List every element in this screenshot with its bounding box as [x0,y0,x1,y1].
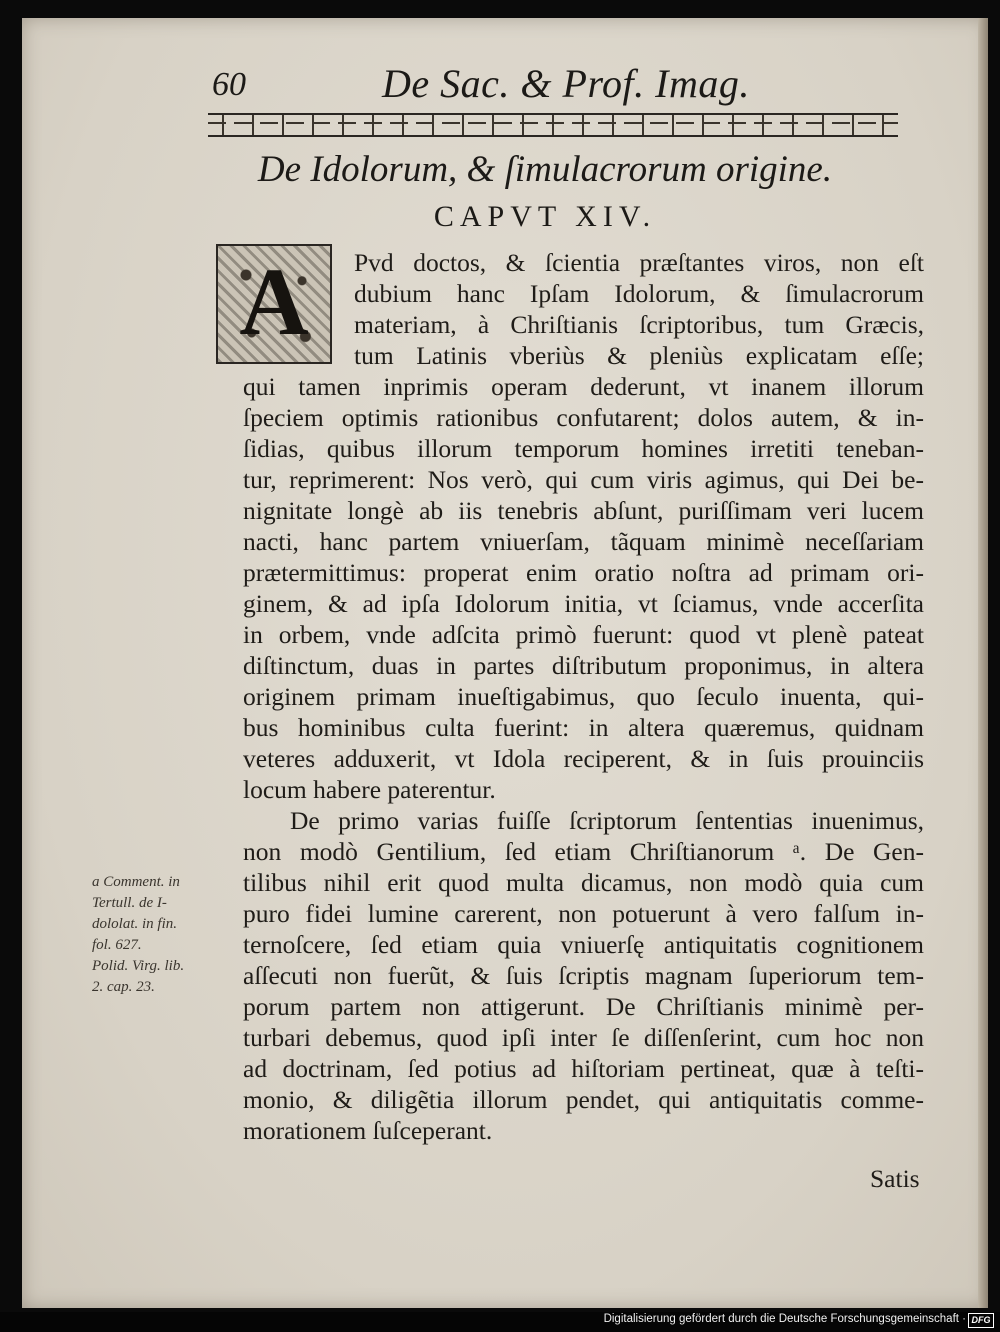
text-line: Pvd doctos, & ſcientia præſtantes viros, non eſt [354,248,924,277]
text-line: bus hominibus culta fuerint: in altera quæremus, quidnam [243,713,924,742]
text-line: locum habere paterentur. [243,775,496,804]
ornamental-rule [208,113,898,137]
text-line: morationem ſuſceperant. [243,1116,493,1145]
text-line: in orbem, vnde adſcita primò fuerunt: quod vt plenè pateat [243,620,924,649]
marginal-note-line: fol. 627. [92,937,142,953]
text-line: tum Latinis vberiùs & pleniùs explicatam eſſe; [354,341,924,370]
text-line: tilibus nihil erit quod multa dicamus, non modò quia cum [243,868,924,897]
running-head [0,60,1000,110]
footer-credit: Digitalisierung gefördert durch die Deutsche Forschungsgemeinschaft · [603,1313,966,1325]
text-line: turbari debemus, quod ipſi inter ſe diſſenſerint, cum hoc non [243,1023,924,1052]
text-line: ad doctrinam, ſed potius ad hiſtoriam pertineat, quæ à teſti- [243,1054,924,1083]
text-line: nacti, hanc partem vniuerſam, tãquam minimè neceſſariam [243,527,924,556]
text-line: ternoſcere, ſed etiam quia vniuerſę antiquitatis cognitionem [243,930,924,959]
running-title: De Sac. & Prof. Imag. [382,61,750,106]
text-line: tur, reprimerent: Nos verò, qui cum viris agimus, qui Dei be- [243,465,924,494]
initial-letter: A [239,248,309,355]
text-line: ſpeciem optimis rationibus confutarent; dolos autem, & in- [243,403,924,432]
text-line: originem primam inueſtigabimus, quo ſeculo inuenta, qui- [243,682,924,711]
text-line: materiam, à Chriſtianis ſcriptoribus, tum Græcis, [354,310,924,339]
catchword: Satis [870,1164,920,1193]
decorated-initial [216,244,332,364]
chapter-number: CAPVT XIV. [433,200,657,233]
text-line: prætermittimus: properat enim oratio noſtra ad primam ori- [243,558,924,587]
marginal-note-line: Tertull. de I- [92,895,167,911]
text-line: monio, & diligẽtia illorum pendet, qui antiquitatis comme- [243,1085,924,1114]
chapter-heading: De Idolorum, & ſimulacrorum origine. [257,149,833,190]
marginal-note-line: dololat. in fin. [92,916,178,932]
text-line: qui tamen inprimis operam dederunt, vt inanem illorum [243,372,924,401]
marginal-note-line: 2. cap. 23. [92,979,155,995]
dfg-logo-icon: DFG [968,1313,994,1328]
text-line: puro fidei lumine carerent, non potuerunt à vero falſum in- [243,899,924,928]
text-line: non modò Gentilium, ſed etiam Chriſtianorum ᵃ. De Gen- [243,837,924,866]
text-line: ſidias, quibus illorum temporum homines irretiti teneban- [243,434,924,463]
text-line: dubium hanc Ipſam Idolorum, & ſimulacrorum [354,279,924,308]
text-line: ginem, & ad ipſa Idolorum initia, vt ſciamus, vnde accerſita [243,589,924,618]
text-line: porum partem non attigerunt. De Chriſtianis minimè per- [243,992,924,1021]
page-number: 60 [212,66,246,103]
text-line: De primo varias fuiſſe ſcriptorum ſententias inuenimus, [290,806,924,835]
text-line: diſtinctum, duas in partes diſtributum proponimus, in altera [243,651,924,680]
text-line: aſſecuti non fuerũt, & ſuis ſcriptis magnam ſuperiorum tem- [243,961,924,990]
text-line: nignitate longè ab iis tenebris abſunt, puriſſimam veri lucem [243,496,924,525]
marginal-note-line: a Comment. in [92,874,180,890]
marginal-note-line: Polid. Virg. lib. [92,958,185,974]
text-line: veteres adduxerit, vt Idola reciperent, & in ſuis prouinciis [243,744,924,773]
